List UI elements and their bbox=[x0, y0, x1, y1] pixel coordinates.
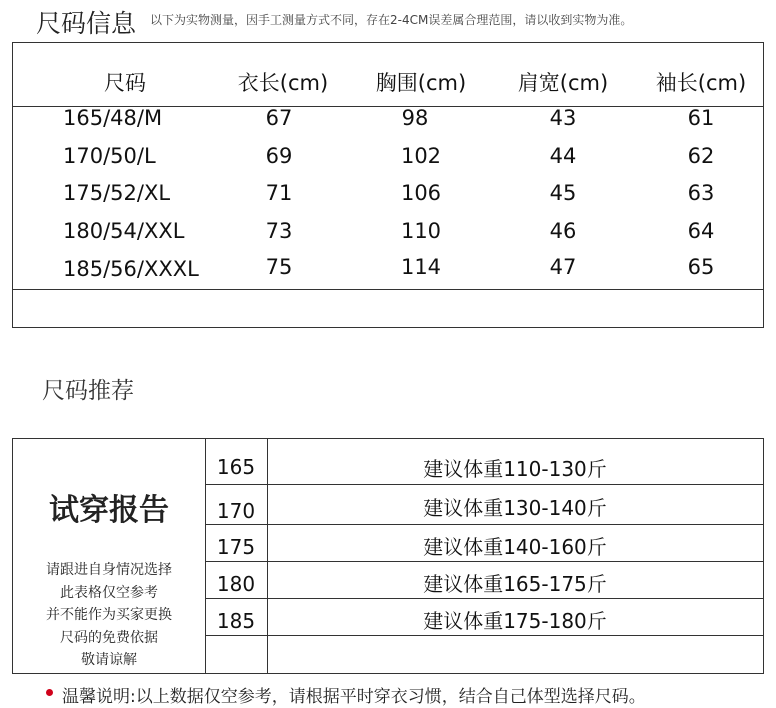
size-cell: 180/54/XXL bbox=[63, 219, 185, 243]
fitting-report-table bbox=[12, 438, 764, 674]
divider bbox=[205, 484, 763, 485]
length-cell: 69 bbox=[265, 144, 293, 168]
weight-cell: 建议体重110-130斤 bbox=[423, 457, 607, 481]
height-cell: 180 bbox=[216, 572, 256, 596]
weight-cell: 建议体重165-175斤 bbox=[423, 572, 607, 596]
divider bbox=[205, 524, 763, 525]
shoulder-cell: 47 bbox=[549, 255, 577, 279]
size-cell: 170/50/L bbox=[63, 144, 156, 168]
page-title: 尺码信息 bbox=[36, 9, 137, 38]
weight-cell: 建议体重140-160斤 bbox=[423, 535, 607, 559]
section-title: 尺码推荐 bbox=[42, 378, 134, 404]
divider bbox=[205, 561, 763, 562]
height-cell: 185 bbox=[216, 609, 256, 633]
bullet-dot bbox=[46, 689, 53, 696]
weight-cell: 建议体重175-180斤 bbox=[423, 609, 607, 633]
length-cell: 67 bbox=[265, 106, 293, 130]
length-cell: 73 bbox=[265, 219, 293, 243]
report-title: 试穿报告 bbox=[49, 493, 169, 528]
size-table bbox=[12, 42, 764, 328]
measurement-note: 以下为实物测量，因手工测量方式不同，存在2-4CM误差属合理范围，请以收到实物为准。 bbox=[150, 13, 633, 27]
length-cell: 75 bbox=[265, 255, 293, 279]
chest-cell: 102 bbox=[400, 144, 442, 168]
divider bbox=[205, 598, 763, 599]
footer-note: 温馨说明:以上数据仅空参考，请根据平时穿衣习惯，结合自己体型选择尺码。 bbox=[62, 687, 646, 707]
sleeve-cell: 61 bbox=[687, 106, 715, 130]
weight-cell: 建议体重130-140斤 bbox=[423, 496, 607, 520]
shoulder-cell: 46 bbox=[549, 219, 577, 243]
height-cell: 175 bbox=[216, 535, 256, 559]
report-note-line: 敬请谅解 bbox=[81, 652, 137, 668]
report-note-line: 并不能作为买家更换 bbox=[46, 607, 172, 623]
sleeve-cell: 65 bbox=[687, 255, 715, 279]
col-header-sleeve: 袖长(cm) bbox=[655, 71, 747, 95]
size-cell: 175/52/XL bbox=[63, 181, 171, 205]
report-note-line: 此表格仅空参考 bbox=[60, 584, 158, 601]
col-header-chest: 胸围(cm) bbox=[375, 71, 467, 95]
shoulder-cell: 43 bbox=[549, 106, 577, 130]
report-note bbox=[13, 559, 205, 672]
height-cell: 165 bbox=[216, 455, 256, 479]
divider bbox=[205, 635, 763, 636]
col-header-shoulder: 肩宽(cm) bbox=[517, 71, 609, 95]
chest-cell: 114 bbox=[400, 255, 442, 279]
height-cell: 170 bbox=[216, 499, 256, 523]
chest-cell: 98 bbox=[401, 106, 429, 130]
sleeve-cell: 62 bbox=[687, 144, 715, 168]
length-cell: 71 bbox=[265, 181, 293, 205]
sleeve-cell: 63 bbox=[687, 181, 715, 205]
size-cell: 165/48/M bbox=[63, 106, 163, 130]
report-note-line: 尺码的免费依据 bbox=[60, 629, 158, 646]
shoulder-cell: 44 bbox=[549, 144, 577, 168]
col-header-length: 衣长(cm) bbox=[237, 71, 329, 95]
col-header-size: 尺码 bbox=[104, 71, 146, 95]
chest-cell: 110 bbox=[400, 219, 442, 243]
report-note-line: 请跟进自身情况选择 bbox=[46, 562, 172, 578]
chest-cell: 106 bbox=[400, 181, 442, 205]
shoulder-cell: 45 bbox=[549, 181, 577, 205]
size-cell: 185/56/XXXL bbox=[63, 257, 199, 281]
sleeve-cell: 64 bbox=[687, 219, 715, 243]
divider bbox=[13, 289, 763, 290]
